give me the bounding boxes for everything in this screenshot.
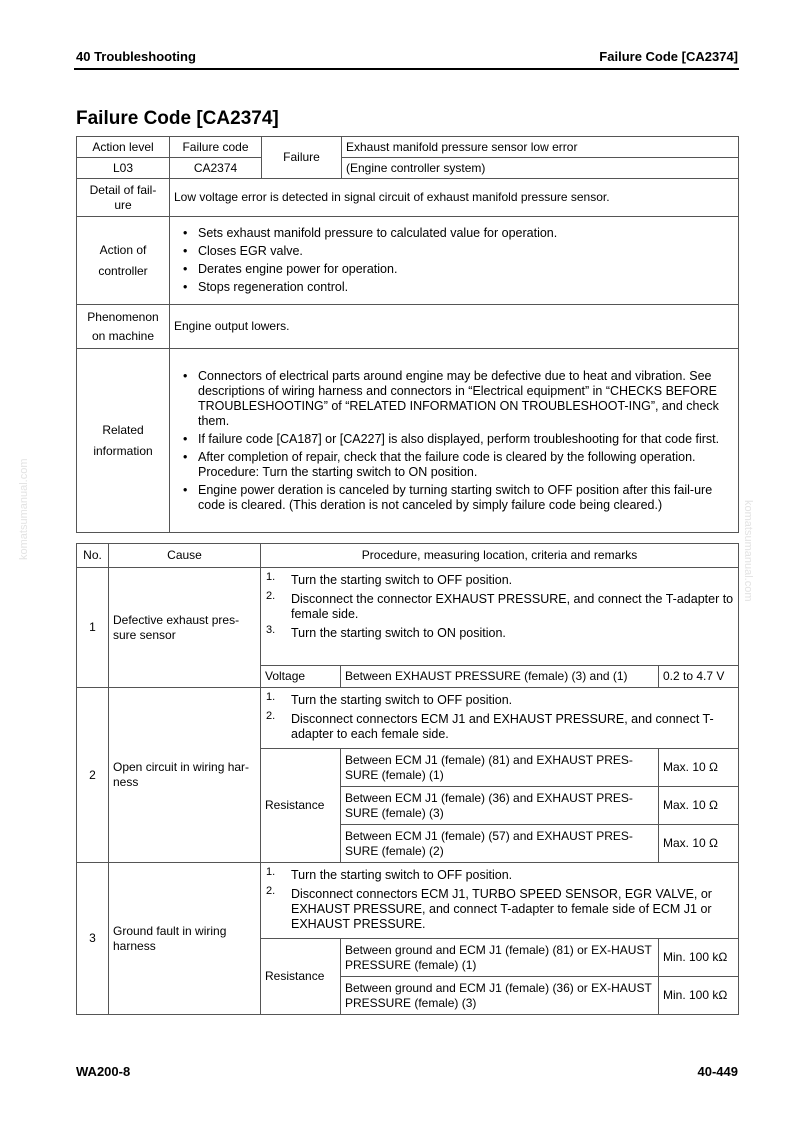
step-list (265, 868, 734, 932)
action-level-value: L03 (77, 158, 170, 179)
measurement-location: Between EXHAUST PRESSURE (female) (3) and (1) (341, 666, 659, 688)
action-list (174, 226, 734, 295)
failure-label: Failure (262, 137, 342, 179)
step-text: Turn the starting switch to ON position. (291, 626, 506, 640)
cause-cell: Open circuit in wiring har-ness (109, 688, 261, 863)
measurement-criteria: Max. 10 Ω (659, 749, 739, 787)
action-item: • Derates engine power for operation. (174, 262, 734, 277)
measurement-location: Between ECM J1 (female) (36) and EXHAUST PRES-SURE (female) (3) (341, 787, 659, 825)
failure-code-value: CA2374 (170, 158, 262, 179)
model-number: WA200-8 (76, 1064, 131, 1079)
step-number: 1. (266, 571, 276, 583)
step-text: Disconnect the connector EXHAUST PRESSURE, and connect the T-adapter to female side. (291, 592, 734, 621)
step-text: Disconnect connectors ECM J1, TURBO SPEED SENSOR, EGR VALVE, or EXHAUST PRESSURE, and connect T-adapter to female side of ECM J1 or EXHAUST PRESSURE. (291, 887, 712, 931)
step-number: 2. (266, 885, 276, 897)
failure-info-table (76, 136, 739, 533)
failure-code-label: Failure code (170, 137, 262, 158)
measurement-criteria: Min. 100 kΩ (659, 977, 739, 1015)
measurement-criteria: 0.2 to 4.7 V (659, 666, 739, 688)
detail-of-failure-value: Low voltage error is detected in signal circuit of exhaust manifold pressure sensor. (170, 179, 739, 217)
procedure-step (265, 592, 734, 622)
procedure-row (77, 568, 739, 666)
procedure-step (265, 868, 734, 883)
measurement-location: Between ground and ECM J1 (female) (36) or EX-HAUST PRESSURE (female) (3) (341, 977, 659, 1015)
procedure-row (77, 688, 739, 749)
step-number: 2. (266, 590, 276, 602)
action-level-label: Action level (77, 137, 170, 158)
step-list (265, 693, 734, 742)
measurement-location: Between ECM J1 (female) (57) and EXHAUST PRES-SURE (female) (2) (341, 825, 659, 863)
header-cause: Cause (109, 544, 261, 568)
cause-cell: Ground fault in wiring harness (109, 863, 261, 1015)
page-header-title: Failure Code [CA2374] (599, 49, 738, 64)
procedure-steps (261, 863, 739, 939)
related-item: • Connectors of electrical parts around engine may be defective due to heat and vibration. See descriptions of wiring harness and connectors in “Electrical equipment” in “CHECKS BEFORE TROUBLESHOOTING” of “RELATED INFORMATION ON TROUBLESHOOT-ING”, and check them. (174, 369, 734, 429)
watermark-right: komatsumanual.com (742, 500, 754, 602)
procedure-step (265, 693, 734, 708)
step-text: Turn the starting switch to OFF position. (291, 693, 513, 707)
step-text: Turn the starting switch to OFF position. (291, 868, 513, 882)
action-item: • Closes EGR valve. (174, 244, 734, 259)
step-list (265, 573, 734, 641)
step-number: 1. (266, 866, 276, 878)
failure-description-line2: (Engine controller system) (342, 158, 739, 179)
measurement-criteria: Max. 10 Ω (659, 825, 739, 863)
related-list (174, 369, 734, 513)
step-text: Turn the starting switch to OFF position. (291, 573, 513, 587)
related-item: • After completion of repair, check that the failure code is cleared by the following operation. Procedure: Turn the starting switch to ON position. (174, 450, 734, 480)
measurement-type: Voltage (261, 666, 341, 688)
measurement-type: Resistance (261, 749, 341, 863)
header-rule (74, 68, 739, 70)
procedure-row (77, 863, 739, 939)
step-number: 1. (266, 691, 276, 703)
procedure-step (265, 887, 734, 932)
measurement-location: Between ground and ECM J1 (female) (81) or EX-HAUST PRESSURE (female) (1) (341, 939, 659, 977)
procedure-step (265, 626, 734, 641)
page-title: Failure Code [CA2374] (76, 108, 279, 129)
procedure-table (76, 543, 739, 1015)
step-text: Disconnect connectors ECM J1 and EXHAUST PRESSURE, and connect T-adapter to each female side. (291, 712, 714, 741)
header-no: No. (77, 544, 109, 568)
failure-description-line1: Exhaust manifold pressure sensor low error (342, 137, 739, 158)
procedure-steps (261, 688, 739, 749)
action-of-controller-label: Action of controller (77, 217, 170, 305)
step-number: 2. (266, 710, 276, 722)
measurement-criteria: Max. 10 Ω (659, 787, 739, 825)
detail-of-failure-label: Detail of fail-ure (77, 179, 170, 217)
phenomenon-value: Engine output lowers. (170, 305, 739, 349)
step-number: 3. (266, 624, 276, 636)
action-item: • Sets exhaust manifold pressure to calculated value for operation. (174, 226, 734, 241)
measurement-location: Between ECM J1 (female) (81) and EXHAUST PRES-SURE (female) (1) (341, 749, 659, 787)
section-header: 40 Troubleshooting (76, 49, 196, 64)
action-of-controller-value (170, 217, 739, 305)
procedure-steps (261, 568, 739, 666)
phenomenon-label: Phenomenon on machine (77, 305, 170, 349)
page-number: 40-449 (697, 1064, 738, 1079)
measurement-type: Resistance (261, 939, 341, 1015)
watermark-left: komatsumanual.com (18, 458, 30, 560)
cause-cell: Defective exhaust pres-sure sensor (109, 568, 261, 688)
procedure-step (265, 712, 734, 742)
related-item: • If failure code [CA187] or [CA227] is also displayed, perform troubleshooting for that code first. (174, 432, 734, 447)
procedure-step (265, 573, 734, 588)
row-number: 3 (77, 863, 109, 1015)
measurement-criteria: Min. 100 kΩ (659, 939, 739, 977)
header-procedure: Procedure, measuring location, criteria and remarks (261, 544, 739, 568)
related-item: • Engine power deration is canceled by turning starting switch to OFF position after this fail-ure code is cleared. (This deration is not canceled by simply failure code being cleared.) (174, 483, 734, 513)
row-number: 2 (77, 688, 109, 863)
related-information-value (170, 349, 739, 533)
related-information-label: Related information (77, 349, 170, 533)
action-item: • Stops regeneration control. (174, 280, 734, 295)
row-number: 1 (77, 568, 109, 688)
